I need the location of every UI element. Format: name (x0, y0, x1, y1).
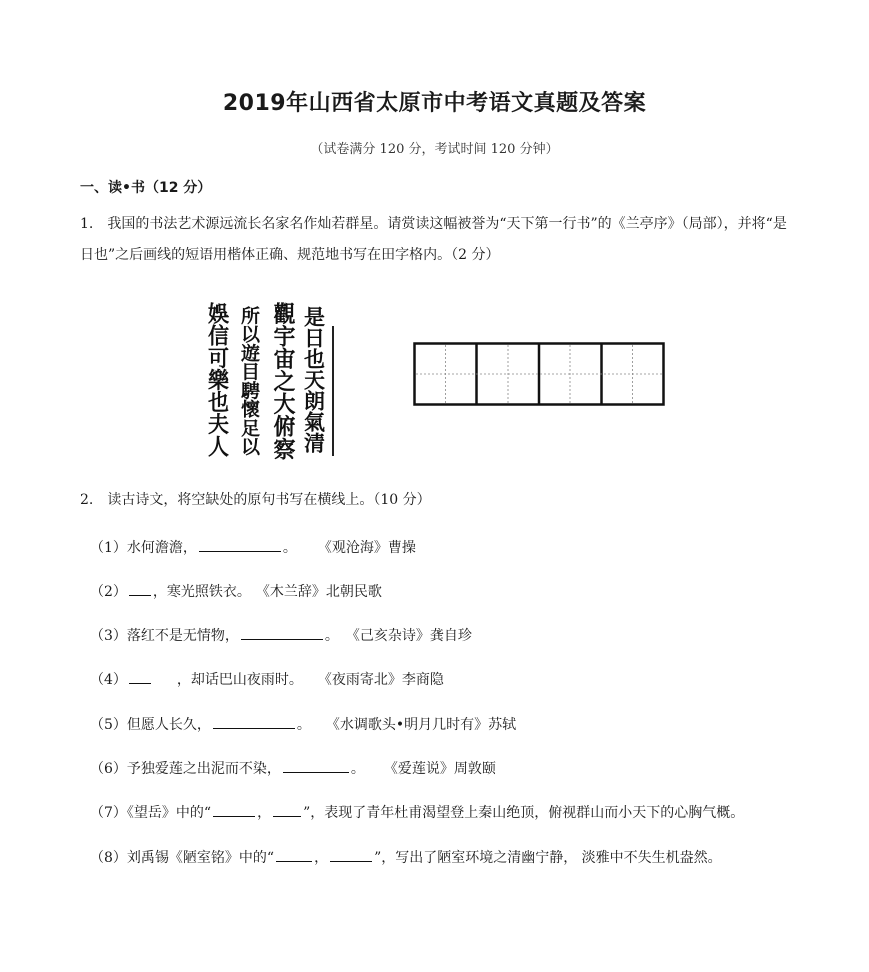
tianzige-grid[interactable] (413, 342, 665, 406)
answer-blank[interactable] (213, 713, 295, 729)
question-2: 2. 读古诗文，将空缺处的原句书写在横线上。（10 分） (80, 492, 431, 508)
poem-item: （5）但愿人长久， 。 《水调歌头•明月几时有》苏轼 (90, 713, 516, 734)
poem-item: （3）落红不是无情物， 。 《己亥杂诗》龚自珍 (90, 624, 472, 645)
calligraphy-image (200, 286, 340, 462)
calligraphy-column: 觀宇宙之大俯察 (270, 302, 296, 456)
page-title: 2019年山西省太原市中考语文真题及答案 (222, 91, 647, 116)
calligraphy-column: 娛信可樂也夫人 (205, 302, 231, 449)
poem-item: （7）《望岳》中的“ ， ”，表现了青年杜甫渴望登上秦山绝顶，俯视群山而小天下的心胸气概。 (90, 801, 744, 822)
answer-blank[interactable] (276, 846, 312, 862)
question-1: 1. 我国的书法艺术源远流长名家名作灿若群星。请赏读这幅被誉为“天下第一行书”的《兰亭序》（局部），并将“是日也”之后画线的短语用楷体正确、规范地书写在田字格内。（2 分） (80, 216, 787, 263)
poem-item: （2） ，寒光照铁衣。 《木兰辞》北朝民歌 (90, 580, 382, 601)
answer-blank[interactable] (283, 757, 349, 773)
poem-item: （4） ，却话巴山夜雨时。 《夜雨寄北》李商隐 (90, 668, 444, 689)
answer-blank[interactable] (129, 580, 151, 596)
calligraphy-column: 所以遊目騁懷足以 (238, 306, 260, 458)
poem-item: （8）刘禹锡《陋室铭》中的“ ， ”，写出了陋室环境之清幽宁静， 淡雅中不失生机盎然。 (90, 846, 722, 867)
calligraphy-column: 是日也天朗氣清 (301, 306, 327, 453)
answer-blank[interactable] (199, 536, 281, 552)
answer-blank[interactable] (273, 801, 301, 817)
answer-blank[interactable] (330, 846, 372, 862)
section-heading: 一、读•书（12 分） (80, 180, 212, 196)
exam-info: （试卷满分 120 分，考试时间 120 分钟） (310, 142, 559, 157)
poem-item: （1）水何澹澹， 。 《观沧海》曹操 (90, 536, 416, 557)
poem-item: （6）予独爱莲之出泥而不染， 。 《爱莲说》周敦颐 (90, 757, 496, 778)
answer-blank[interactable] (129, 668, 151, 684)
answer-blank[interactable] (213, 801, 255, 817)
answer-blank[interactable] (241, 624, 323, 640)
